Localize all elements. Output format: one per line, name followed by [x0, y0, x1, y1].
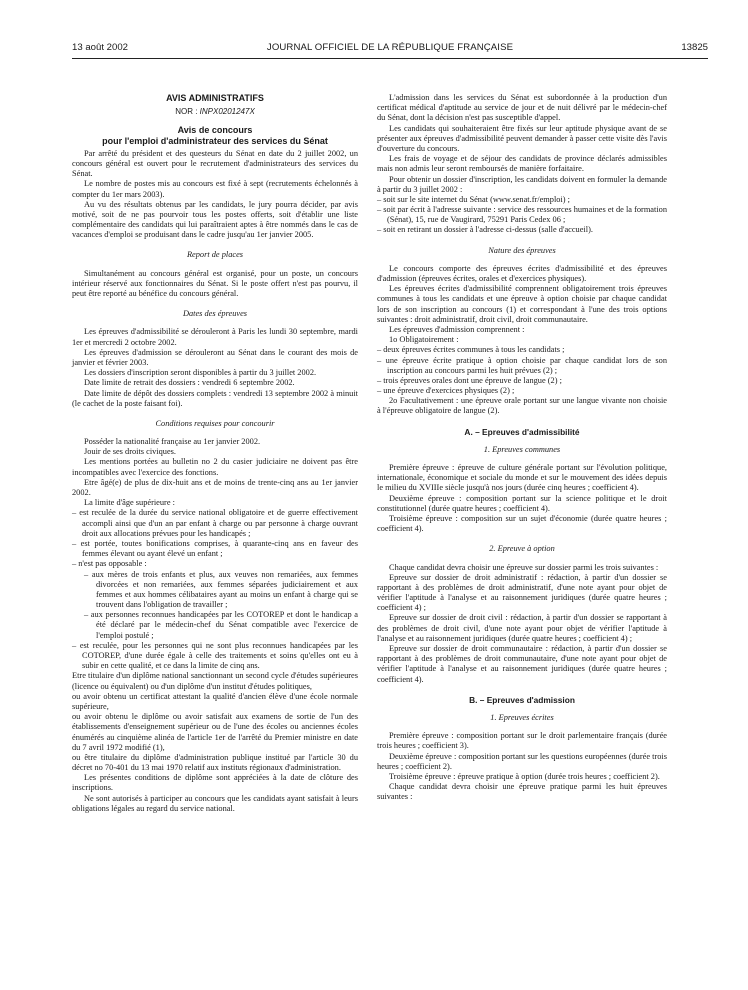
paragraph: Troisième épreuve : épreuve pratique à option (durée trois heures ; coefficient 2).	[389, 771, 660, 781]
paragraph: Les épreuves d'admission comprennent :	[389, 324, 525, 334]
paragraph: Les candidats qui souhaiteraient être fixés sur leur aptitude physique avant de se présenter aux épreuves d'admissibilité peuvent demander à passer cette visite dès l'avis d'ouverture du concours.	[377, 123, 667, 153]
section-a-prefix: A. –	[464, 426, 483, 437]
heading-section-a	[377, 427, 667, 437]
paragraph: Pour obtenir un dossier d'inscription, les candidats doivent en formuler la demande à partir du 3 juillet 2002 :	[377, 174, 667, 194]
list-item: – une épreuve d'exercices physiques (2) ;	[377, 386, 515, 396]
heading-conditions: Conditions requises pour concourir	[155, 418, 275, 428]
paragraph: La limite d'âge supérieure :	[84, 498, 175, 508]
paragraph: 1o Obligatoirement :	[389, 335, 459, 345]
paragraph: Epreuve sur dossier de droit civil : rédaction, à partir d'un dossier se rapportant à des problèmes de droit civil, d'une note ayant pour objet de vérifier l'aptitude à l'analyse et au raisonnement juridiques (durée quatre heures ; coefficient 4) ;	[377, 613, 667, 643]
paragraph: Au vu des résultats obtenus par les candidats, le jury pourra décider, par avis motivé, soit de ne pas pourvoir tous les postes offerts, soit d'établir une liste complémentaire des candidats qui lui paraîtraient aptes à être nommés dans le cas de vacances d'emploi se produisant dans le cadre jusqu'au 1er janvier 2005.	[72, 199, 358, 240]
paragraph: Ne sont autorisés à participer au concours que les candidats ayant satisfait à leurs obligations légales au regard du service national.	[72, 793, 358, 813]
paragraph: Par arrêté du président et des questeurs du Sénat en date du 2 juillet 2002, un concours général est ouvert pour le recrutement d'administrateurs des services du Sénat.	[72, 148, 358, 179]
list-item: – est reculée, pour les personnes qui ne sont plus reconnues handicapées par les COTOREP, d'une durée égale à celle des traitements et soins qu'elles ont eu à subir en cette qualité, et ce dans la limite de cinq ans.	[72, 640, 358, 671]
section-b-title: Epreuves d'admission	[486, 694, 575, 705]
dossier-list	[377, 195, 667, 236]
page-header	[72, 42, 708, 56]
list-item: – aux personnes reconnues handicapées par les COTOREP et dont le handicap a été déclaré par le médecin-chef du Sénat compatible avec l'exercice de l'emploi postulé ;	[84, 610, 358, 640]
paragraph: Deuxième épreuve : composition portant sur la science politique et le droit constitutionnel (durée quatre heures ; coefficient 4).	[377, 493, 667, 513]
paragraph: Epreuve sur dossier de droit administratif : rédaction, à partir d'un dossier se rapportant à des problèmes de droit administratif, d'une note ayant pour objet de vérifier l'aptitude à l'analyse et au raisonnement juridiques (durée quatre heures ; coefficient 4) ;	[377, 572, 667, 613]
paragraph: L'admission dans les services du Sénat est subordonnée à la production d'un certificat médical d'aptitude au service de jour et de nuit délivré par le médecin-chef du Sénat, dont la décision n'est pas susceptible d'appel.	[377, 93, 667, 123]
left-column	[72, 93, 358, 814]
paragraph: Epreuve sur dossier de droit communautaire : rédaction, à partir d'un dossier se rapportant à des problèmes de droit communautaire, d'une note ayant pour objet de vérifier l'aptitude à l'analyse et au raisonnement juridiques (durée quatre heures ; coefficient 4).	[377, 644, 667, 684]
paragraph: Première épreuve : composition portant sur le droit parlementaire français (durée trois heures ; coefficient 3).	[377, 731, 667, 751]
paragraph: Les frais de voyage et de séjour des candidats de province déclarés admissibles mais non admis leur seront remboursés de manière forfaitaire.	[377, 154, 667, 174]
heading-ecrites: 1. Epreuves écrites	[490, 712, 554, 722]
list-item: – soit sur le site internet du Sénat (www.senat.fr/emploi) ;	[377, 194, 570, 204]
heading-section-b	[377, 695, 667, 705]
notice-title-2: pour l'emploi d'administrateur des services du Sénat	[102, 135, 328, 146]
paragraph: Etre titulaire d'un diplôme national sanctionnant un second cycle d'études supérieures (licence ou équivalent) ou d'un diplôme d'un institut d'études politiques,	[72, 671, 358, 691]
paragraph: Posséder la nationalité française au 1er janvier 2002.	[84, 437, 261, 447]
paragraph: ou avoir obtenu un certificat attestant la qualité d'ancien élève d'une école normale supérieure,	[72, 691, 358, 711]
right-column	[377, 93, 667, 802]
section-a-title: Epreuves d'admissibilité	[482, 426, 580, 437]
paragraph: ou être titulaire du diplôme d'administration publique institué par l'article 30 du décret no 70-401 du 13 mai 1970 relatif aux instituts régionaux d'administration.	[72, 752, 358, 773]
obligatory-list	[377, 345, 667, 396]
list-item: – trois épreuves orales dont une épreuve de langue (2) ;	[377, 375, 562, 385]
notice-title-1: Avis de concours	[177, 125, 253, 136]
paragraph: Le concours comporte des épreuves écrites d'admissibilité et des épreuves d'admission (épreuves écrites, orales et d'exercices physiques).	[377, 263, 667, 283]
paragraph: Etre âgé(e) de plus de dix-huit ans et de moins de trente-cinq ans au 1er janvier 2002.	[72, 477, 358, 497]
page-number: 13825	[681, 42, 708, 53]
paragraph: Les épreuves écrites d'admissibilité comprennent obligatoirement trois épreuves communes à tous les candidats et une épreuve à option choisie par chaque candidat lors de son inscription au concours (1) et correspondant à l'une des trois options suivantes : droit administratif, droit civil, droit communautaire.	[377, 284, 667, 324]
paragraph: Les épreuves d'admissibilité se dérouleront à Paris les lundi 30 septembre, mardi 1er et mercredi 2 octobre 2002.	[72, 327, 358, 347]
list-item: – est reculée de la durée du service national obligatoire et de guerre effectivement accompli ainsi que d'un an par enfant à charge ou par personne à charge ouvrant droit aux allocations prévues pour les handicapés ;	[72, 508, 358, 538]
nor-code: INPX0201247X	[199, 107, 255, 117]
list-item: – une épreuve écrite pratique à option choisie par chaque candidat lors de son inscription au concours parmi les huit prévues (2) ;	[377, 355, 667, 375]
paragraph: Les épreuves d'admission se dérouleront au Sénat dans le courant des mois de janvier et février 2003.	[72, 347, 358, 367]
issue-date: 13 août 2002	[72, 42, 129, 53]
list-item: – n'est pas opposable :	[72, 559, 147, 569]
paragraph: Chaque candidat devra choisir une épreuve sur dossier parmi les trois suivantes :	[389, 562, 659, 572]
paragraph: Le nombre de postes mis au concours est fixé à sept (recrutements échelonnés à compter du 1er mars 2003).	[72, 179, 358, 199]
list-item: – soit en retirant un dossier à l'adresse ci-dessus (salle d'accueil).	[377, 225, 593, 235]
heading-nature: Nature des épreuves	[488, 245, 556, 255]
list-item: – soit par écrit à l'adresse suivante : service des ressources humaines et de la formation (Sénat), 15, rue de Vaugirard, 75291 Paris Cedex 06 ;	[377, 205, 667, 225]
section-title: AVIS ADMINISTRATIFS	[166, 93, 264, 103]
paragraph: Date limite de retrait des dossiers : vendredi 6 septembre 2002.	[84, 378, 295, 388]
age-limit-list	[72, 508, 358, 671]
paragraph: Les dossiers d'inscription seront disponibles à partir du 3 juillet 2002.	[84, 368, 317, 378]
nor-line	[72, 107, 358, 117]
heading-option: 2. Epreuve à option	[489, 544, 555, 554]
paragraph: Les mentions portées au bulletin no 2 du casier judiciaire ne doivent pas être incompatibles avec l'exercice des fonctions.	[72, 457, 358, 477]
header-rule	[72, 58, 708, 59]
paragraph: ou avoir obtenu le diplôme ou avoir satisfait aux examens de sortie de l'un des établissements d'enseignement supérieur ou de l'une des écoles ou anciennes écoles énumérés au cinquième alinéa de l'article 1er de l'arrêté du Premier ministre en date du 7 avril 1972 modifié (1),	[72, 712, 358, 752]
list-item: – aux mères de trois enfants et plus, aux veuves non remariées, aux femmes divorcées et non remariées, aux femmes séparées judiciairement et aux femmes et aux hommes célibataires ayant au moins un enfant à charge qui se trouvent dans l'obligation de travailler ;	[84, 569, 358, 610]
heading-report: Report de places	[186, 250, 244, 260]
list-item: – deux épreuves écrites communes à tous les candidats ;	[377, 345, 565, 355]
paragraph: Troisième épreuve : composition sur un sujet d'économie (durée quatre heures ; coefficient 4).	[377, 513, 667, 534]
nor-label: NOR :	[175, 107, 200, 117]
heading-dates: Dates des épreuves	[182, 309, 248, 319]
paragraph: Chaque candidat devra choisir une épreuve pratique parmi les huit épreuves suivantes :	[377, 782, 667, 802]
paragraph: Jouir de ses droits civiques.	[84, 447, 177, 457]
section-b-prefix: B. –	[469, 694, 487, 705]
paragraph: Simultanément au concours général est organisé, pour un poste, un concours intérieur réservé aux fonctionnaires du Sénat. Si le poste offert n'est pas pourvu, il peut être reporté au bénéfice du concours général.	[72, 268, 358, 298]
paragraph: Deuxième épreuve : composition portant sur les questions européennes (durée trois heures ; coefficient 2).	[377, 751, 667, 771]
list-item: – est portée, toutes bonifications comprises, à quarante-cinq ans en faveur des femmes élevant ou ayant élevé un enfant ;	[72, 538, 358, 559]
paragraph: Première épreuve : épreuve de culture générale portant sur l'évolution politique, internationale, économique et sociale du monde et sur le mouvement des idées depuis le milieu du XVIIIe siècle jusqu'à nos jours (durée cinq heures ; coefficient 4).	[377, 463, 667, 493]
heading-communes: 1. Epreuves communes	[483, 444, 561, 454]
paragraph: Date limite de dépôt des dossiers complets : vendredi 13 septembre 2002 à minuit (le cachet de la poste faisant foi).	[72, 388, 358, 408]
paragraph: 2o Facultativement : une épreuve orale portant sur une langue vivante non choisie à l'épreuve obligatoire de langue (2).	[377, 396, 667, 416]
paragraph: Les présentes conditions de diplôme sont appréciées à la date de clôture des inscriptions.	[72, 773, 358, 793]
journal-title: JOURNAL OFFICIEL DE LA RÉPUBLIQUE FRANÇAISE	[266, 42, 514, 53]
